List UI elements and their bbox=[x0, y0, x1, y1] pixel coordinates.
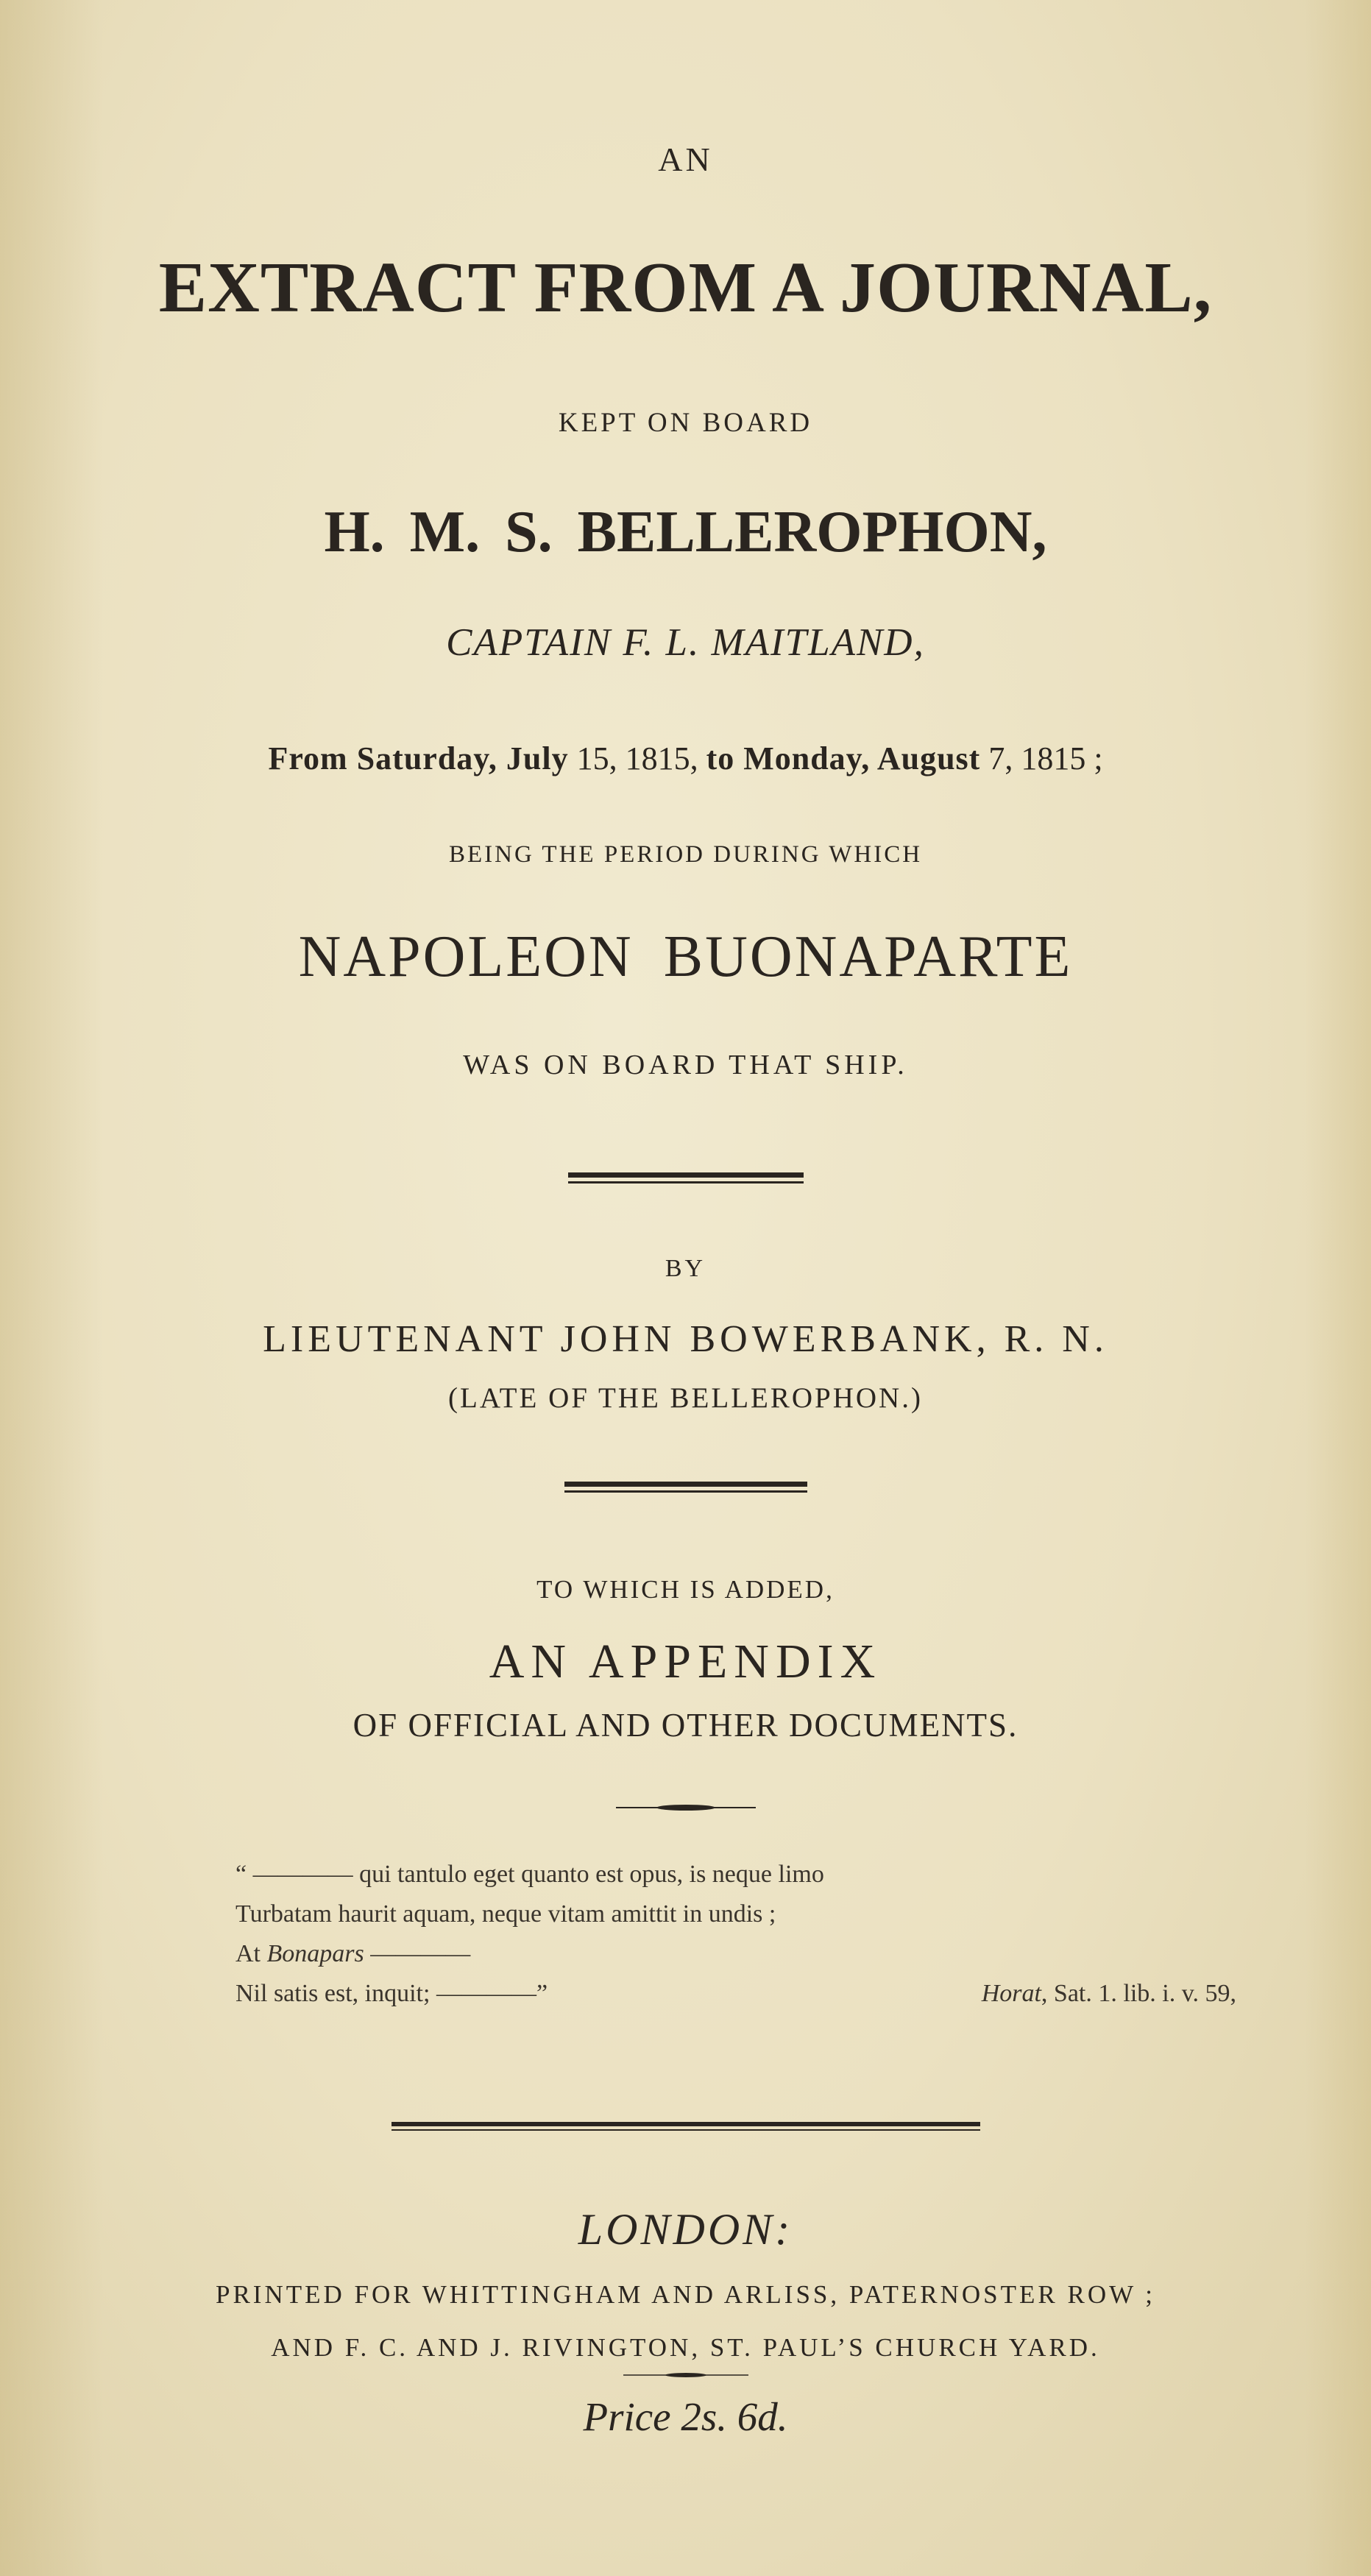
ship-name: H. M. S. BELLEROPHON, bbox=[324, 500, 1047, 565]
captain-line: CAPTAIN F. L. MAITLAND, bbox=[446, 621, 925, 664]
date-from-text: From Saturday, July bbox=[268, 740, 569, 776]
epigraph-line bbox=[235, 1974, 1236, 2014]
epigraph-line bbox=[235, 1934, 1236, 1974]
official-documents-line: OF OFFICIAL AND OTHER DOCUMENTS. bbox=[353, 1707, 1018, 1744]
divider-rule bbox=[392, 2122, 980, 2131]
epigraph-line: Turbatam haurit aquam, neque vitam amittit in undis ; bbox=[235, 1900, 776, 1928]
author-note: (LATE OF THE BELLEROPHON.) bbox=[448, 1382, 923, 1414]
date-to-value: 7, 1815 ; bbox=[988, 740, 1103, 776]
divider-rule bbox=[564, 1482, 807, 1493]
author-name: LIEUTENANT JOHN BOWERBANK, R. N. bbox=[263, 1318, 1108, 1360]
epigraph-name: Bonapars bbox=[266, 1940, 364, 1967]
to-which-added: TO WHICH IS ADDED, bbox=[536, 1575, 835, 1604]
main-title: EXTRACT FROM A JOURNAL, bbox=[158, 248, 1213, 328]
citation-author: Horat bbox=[981, 1980, 1041, 2007]
date-range-line bbox=[0, 740, 1371, 777]
epigraph-citation bbox=[982, 1974, 1236, 2014]
epigraph-text: Nil satis est, inquit; ————” bbox=[235, 1980, 548, 2007]
ornamental-flourish bbox=[623, 2371, 748, 2379]
price-line: Price 2s. 6d. bbox=[583, 2394, 788, 2439]
imprint-printer: PRINTED FOR WHITTINGHAM AND ARLISS, PATERNOSTER ROW ; bbox=[215, 2280, 1155, 2309]
was-on-board-line: WAS ON BOARD THAT SHIP. bbox=[463, 1050, 908, 1080]
napoleon-heading: NAPOLEON BUONAPARTE bbox=[298, 924, 1073, 989]
citation-source: , Sat. 1. lib. i. v. 59, bbox=[1041, 1980, 1236, 2007]
epigraph-text: ———— bbox=[364, 1940, 471, 1967]
appendix-heading: AN APPENDIX bbox=[489, 1635, 882, 1688]
date-to-text: to Monday, August bbox=[706, 740, 981, 776]
kept-on-board-line: KEPT ON BOARD bbox=[558, 408, 813, 438]
imprint-city: LONDON: bbox=[578, 2205, 793, 2254]
title-article: AN bbox=[658, 141, 713, 178]
being-period-line: BEING THE PERIOD DURING WHICH bbox=[448, 841, 923, 868]
epigraph-text: At bbox=[235, 1940, 267, 1967]
imprint-publisher: AND F. C. AND J. RIVINGTON, ST. PAUL’S CHURCH YARD. bbox=[271, 2333, 1100, 2362]
divider-rule bbox=[568, 1172, 804, 1183]
ornamental-flourish bbox=[616, 1803, 756, 1812]
latin-epigraph bbox=[235, 1855, 1236, 2014]
epigraph-line: “ ———— qui tantulo eget quanto est opus, is neque limo bbox=[235, 1861, 824, 1888]
by-line: BY bbox=[665, 1255, 706, 1282]
date-from-value: 15, 1815, bbox=[576, 740, 698, 776]
